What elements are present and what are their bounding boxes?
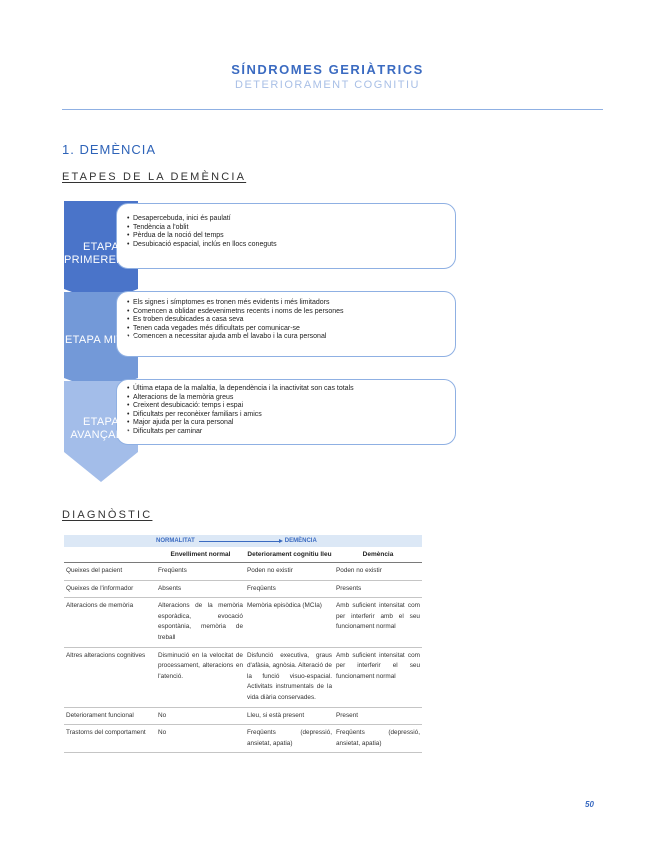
table-cell: Disfunció executiva, graus d'afàsia, agnòsia. Alteració de la funció visuo-espacial. Activitats instrumentals de la vida diària conservades. [247,651,332,701]
list-item: • Comencen a oblidar esdevenimetns recents i noms de les persones [127,308,455,317]
table-cell: Poden no existir [336,567,382,574]
list-item: • Desubicació espacial, inclús en llocs coneguts [127,241,455,250]
list-item: • Els signes i símptomes es tronen més evidents i més limitadors [127,299,455,308]
stages-heading: ETAPES DE LA DEMÈNCIA [62,171,247,183]
table-cell: Freqüents [247,584,276,592]
table-cell: Disminució en la velocitat de processament, alteracions en l'atenció. [158,651,243,680]
table-cell: Alteracions de la memòria esporàdica, evocació espontània, memòria de treball [158,602,243,641]
scale-right-label: DEMÈNCIA [284,538,317,544]
stage-2-label: ETAPA MITJA [65,334,137,346]
table-cell: Freqüents (depressió, ansietat, apatia) [336,729,420,747]
stage-1-label: ETAPA PRIMERENCA [64,241,141,266]
table-cell: Memòria episòdica (MCIa) [247,602,322,610]
list-item: • Dificultats per reconèixer familiars i amics [127,411,455,420]
table-row [64,707,422,725]
table-row [64,647,422,707]
table-cell: Altres alteracions cognitives [66,651,146,659]
stage-1-list [117,215,455,249]
list-item: • Tendència a l'oblit [127,224,455,233]
table-cell: Deteriorament funcional [66,711,134,719]
list-item: • Desapercebuda, inici és paulatí [127,215,455,224]
table-cell: Amb suficient intensitat com per interferir el seu funcionament normal [336,651,420,680]
severity-scale [64,535,422,547]
table-cell: No [158,711,167,719]
stage-3-box [116,379,456,445]
page-number: 50 [585,800,594,809]
stage-2-box [116,291,456,357]
list-item: • Pèrdua de la noció del temps [127,232,455,241]
table-row [64,725,422,753]
table-cell: Queixes del pacient [66,567,123,574]
diagnosis-table-wrapper [64,535,422,753]
table-cell: Present [336,711,359,719]
column-header: Demència [362,551,394,558]
diagnosis-heading: DIAGNÒSTIC [62,509,153,521]
table-row [64,580,422,598]
stage-1-box [116,203,456,269]
scale-left-label: NORMALITAT [156,538,195,544]
table-cell: Queixes de l'informador [66,584,134,592]
table-cell: Absents [158,584,182,592]
table-cell: Freqüents (depressió, ansietat, apatia) [247,729,332,747]
table-cell: Trastorns del comportament [66,729,146,737]
table-cell: Lleu, si està present [247,711,305,719]
list-item: • Alteracions de la memòria greus [127,394,455,403]
column-header: Envelliment normal [170,551,231,558]
scale-arrow-icon [199,541,281,542]
table-cell: Amb suficient intensitat com per interferir amb el seu funcionament normal [336,602,420,631]
document-title: SÍNDROMES GERIÀTRICS [231,62,424,77]
list-item: • Tenen cada vegades més dificultats per comunicar-se [127,325,455,334]
table-cell: Freqüents [158,567,187,574]
list-item: • Creixent desubicació: temps i espai [127,402,455,411]
list-item: • Dificultats per caminar [127,428,455,437]
table-row [64,598,422,647]
section-title: 1. DEMÈNCIA [62,142,157,157]
table-cell: Presents [336,584,362,592]
stage-3-label: ETAPA AVANÇADA [70,416,132,441]
table-cell: No [158,729,167,737]
list-item: • Major ajuda per la cura personal [127,419,455,428]
table-cell: Poden no existir [247,567,293,574]
list-item: • Es troben desubicades a casa seva [127,316,455,325]
stage-3-list [117,385,455,437]
column-header [64,547,156,563]
stage-2-list [117,299,455,342]
table-cell: Alteracions de memòria [66,602,134,610]
document-subtitle: DETERIORAMENT COGNITIU [235,79,420,91]
diagnosis-table [64,547,422,753]
list-item: • Última etapa de la malaltia, la dependència i la inactivitat son cas totals [127,385,455,394]
column-header: Deteriorament cognitiu lleu [247,551,332,558]
table-row [64,563,422,581]
list-item: • Comencen a necessitar ajuda amb el lavabo i la cura personal [127,333,455,342]
table-header-row [64,547,422,563]
